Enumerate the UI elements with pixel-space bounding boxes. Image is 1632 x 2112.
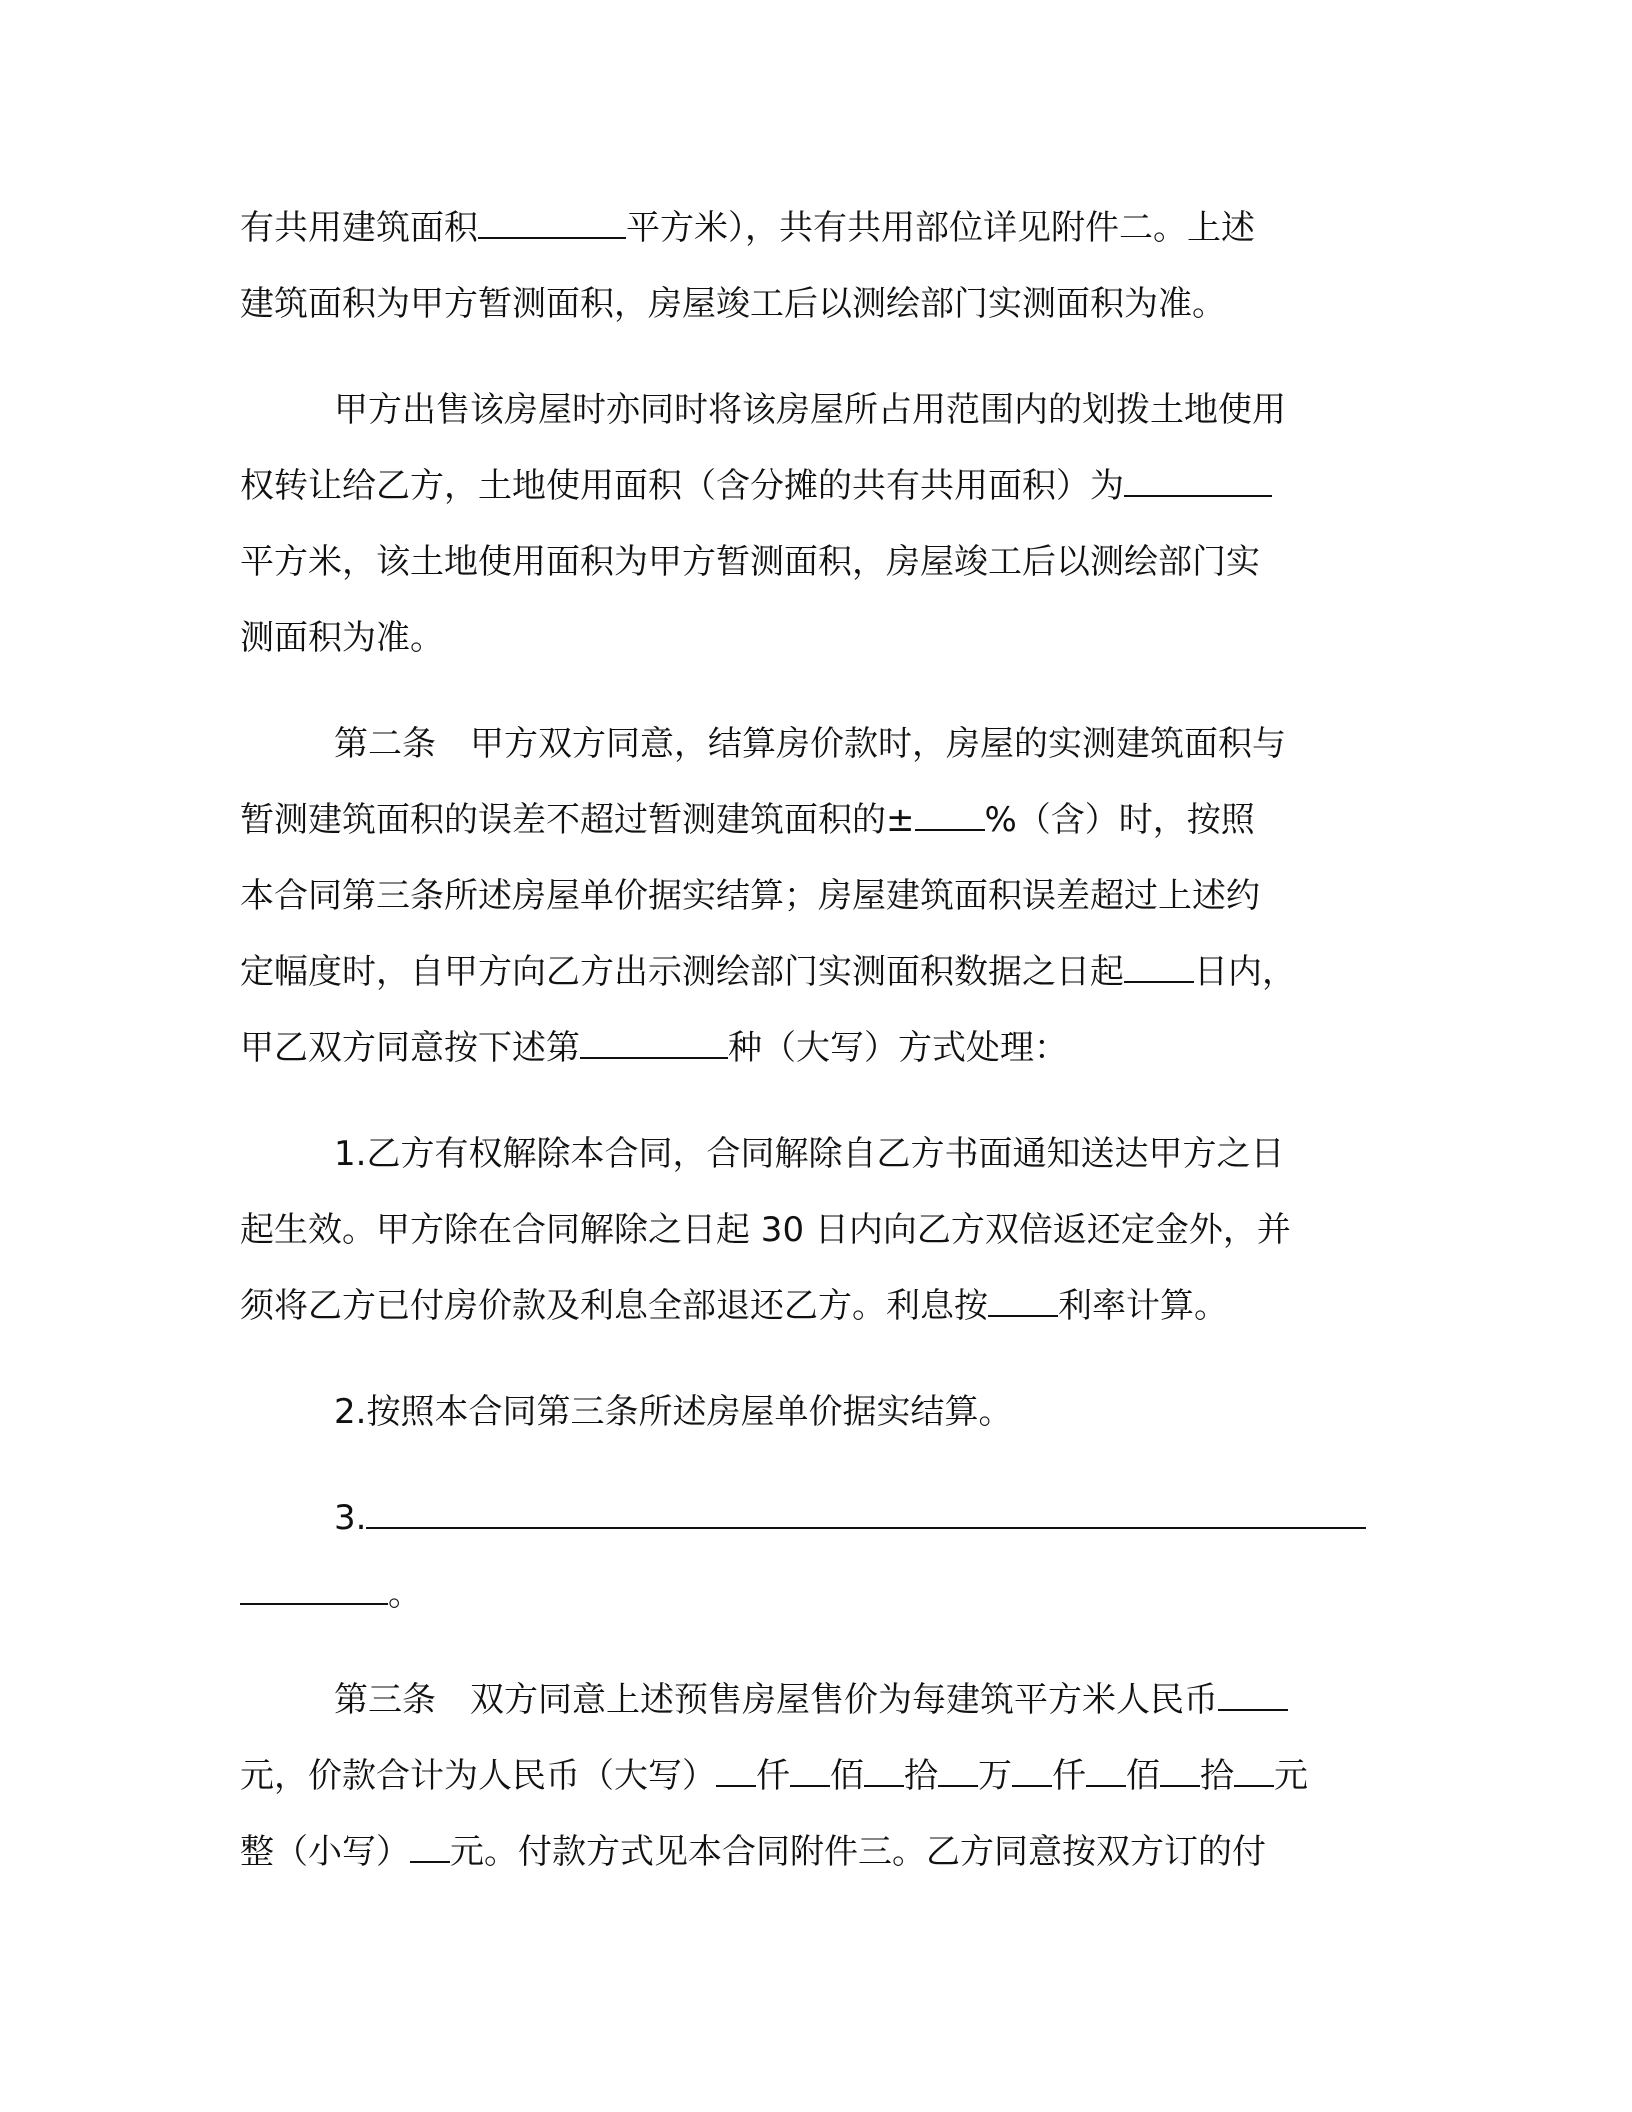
blank-line [1234, 1754, 1274, 1787]
text-line: 有共用建筑面积 平方米），共有共用部位详见附件二。上述 [240, 208, 1255, 248]
paragraph-option-3 [240, 1480, 1382, 1632]
blank-line [1160, 1754, 1200, 1787]
blank-line [1012, 1754, 1052, 1787]
text-line: 起生效。甲方除在合同解除之日起 30 日内向乙方双倍返还定金外，并 [240, 1210, 1291, 1250]
blank-line [716, 1754, 756, 1787]
paragraph-article-3 [240, 1662, 1382, 1890]
text-line: 建筑面积为甲方暂测面积，房屋竣工后以测绘部门实测面积为准。 [240, 284, 1226, 324]
text-line: 3. [240, 1480, 1382, 1556]
text-line: 1.乙方有权解除本合同，合同解除自乙方书面通知送达甲方之日 [334, 1134, 1285, 1174]
text-line: 甲方出售该房屋时亦同时将该房屋所占用范围内的划拨土地使用 [334, 390, 1286, 430]
blank-line [1124, 464, 1272, 497]
paragraph-option-1 [240, 1116, 1382, 1344]
text-line: 本合同第三条所述房屋单价据实结算；房屋建筑面积误差超过上述约 [240, 876, 1260, 916]
blank-line [1124, 950, 1194, 983]
blank-line [938, 1754, 978, 1787]
blank-line [988, 1284, 1058, 1317]
text-line: 第三条 双方同意上述预售房屋售价为每建筑平方米人民币 [240, 1662, 1382, 1738]
blank-line [915, 798, 985, 831]
text-line: 定幅度时，自甲方向乙方出示测绘部门实测面积数据之日起 日内， [240, 952, 1296, 992]
text-line: 。 [240, 1556, 1382, 1632]
paragraph-article-2 [240, 706, 1382, 1086]
text-line: 权转让给乙方，土地使用面积（含分摊的共有共用面积）为 [240, 448, 1382, 524]
text-line: 平方米，该土地使用面积为甲方暂测面积，房屋竣工后以测绘部门实 [240, 542, 1260, 582]
blank-line [580, 1026, 728, 1059]
text-line: 元，价款合计为人民币（大写） 仟 佰 拾 万 仟 佰 拾 元 [240, 1756, 1308, 1796]
text-line: 第二条 甲方双方同意，结算房价款时，房屋的实测建筑面积与 [334, 724, 1286, 764]
text-line: 甲乙双方同意按下述第 种（大写）方式处理： [240, 1028, 1068, 1068]
paragraph-land-use [240, 372, 1382, 676]
contract-body [240, 190, 1382, 1890]
blank-line [410, 1830, 450, 1863]
text-line: 暂测建筑面积的误差不超过暂测建筑面积的± %（含）时，按照 [240, 800, 1255, 840]
text-line: 测面积为准。 [240, 618, 444, 658]
blank-line [366, 1496, 1366, 1529]
blank-line [1086, 1754, 1126, 1787]
text-line: 2.按照本合同第三条所述房屋单价据实结算。 [334, 1392, 1013, 1432]
blank-line [478, 206, 626, 239]
text-line: 整（小写） 元。付款方式见本合同附件三。乙方同意按双方订的付 [240, 1832, 1266, 1872]
text-line: 须将乙方已付房价款及利息全部退还乙方。利息按 利率计算。 [240, 1286, 1228, 1326]
paragraph-option-2 [240, 1374, 1382, 1450]
paragraph-shared-area [240, 190, 1382, 342]
blank-line [1218, 1678, 1288, 1711]
blank-line [790, 1754, 830, 1787]
blank-line [240, 1572, 388, 1605]
blank-line [864, 1754, 904, 1787]
